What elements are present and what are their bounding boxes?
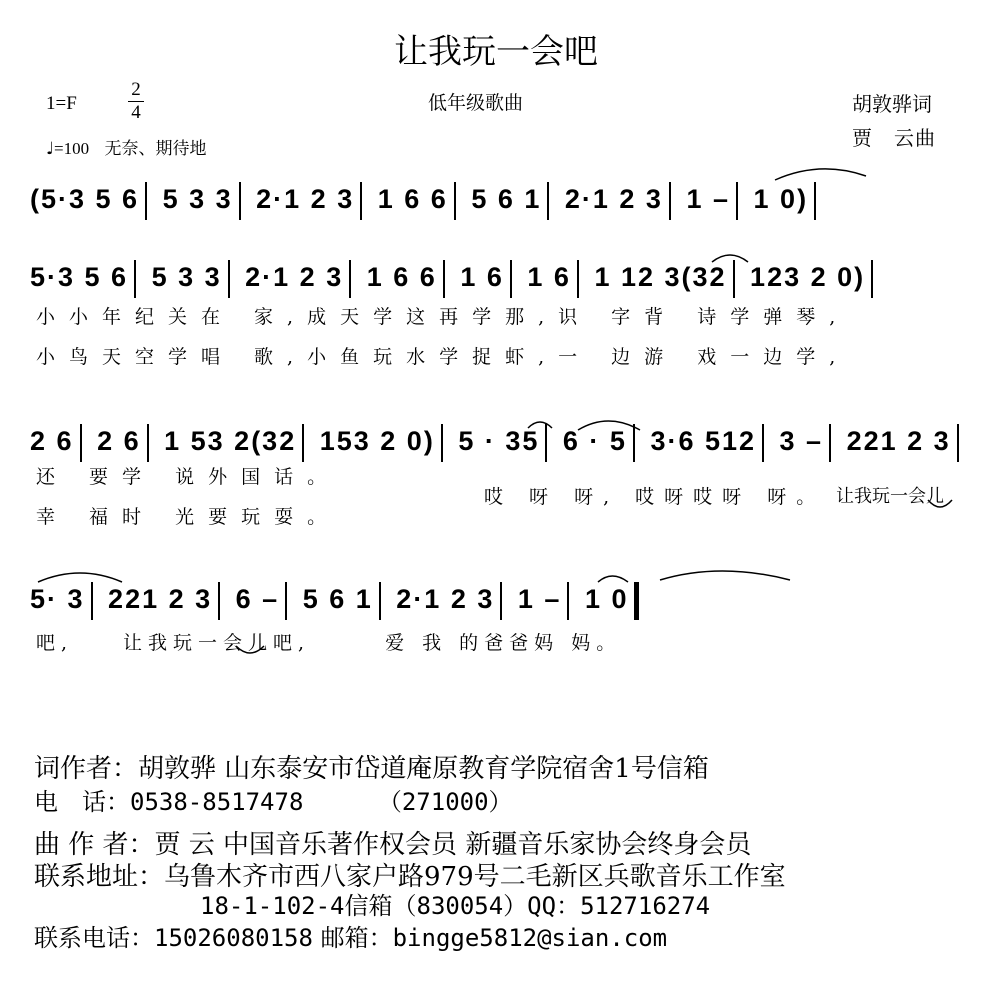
footer-address-2: 18-1-102-4信箱（830054）QQ：512716274 xyxy=(200,892,711,920)
footer-composer-label: 曲 作 者： xyxy=(34,830,155,860)
time-signature-bottom: 4 xyxy=(131,102,141,123)
footer-phone-label: 联系电话： xyxy=(34,924,154,952)
song-subtitle: 低年级歌曲 xyxy=(428,92,524,114)
footer-email: bingge5812@sian.com xyxy=(392,924,668,952)
tempo-expression: 无奈、期待地 xyxy=(104,139,207,159)
lyricist-credit: 胡敦骅词 xyxy=(852,92,932,116)
measure: 5·3 5 6 xyxy=(30,262,129,292)
measure: 1 – xyxy=(517,584,562,614)
measure: 6 – xyxy=(235,584,280,614)
composer-credit: 贾 云曲 xyxy=(852,126,936,150)
measure: 221 2 3 xyxy=(846,426,951,456)
measure: 2·1 2 3 xyxy=(245,262,344,292)
footer-phone xyxy=(34,918,667,953)
tempo-value: =100 xyxy=(54,139,90,158)
measure: 1 0) xyxy=(753,184,809,214)
measure: 5 6 1 xyxy=(302,584,373,614)
footer-lyricist xyxy=(34,748,709,785)
measure: 1 0 xyxy=(584,584,629,614)
time-signature-top: 2 xyxy=(131,79,141,100)
measure: 2·1 2 3 xyxy=(256,184,355,214)
footer-phone-number: 15026080158 xyxy=(154,924,313,952)
footer-lyricist-phone-label: 电 话： xyxy=(34,788,130,816)
measure: 123 2 0) xyxy=(750,262,866,292)
footer-composer-info: 贾 云 中国音乐著作权会员 新疆音乐家协会终身会员 xyxy=(154,830,752,860)
measure: 2·1 2 3 xyxy=(564,184,663,214)
measure: 1 6 6 xyxy=(366,262,437,292)
measure: 5 6 1 xyxy=(471,184,542,214)
measure: 221 2 3 xyxy=(108,584,213,614)
footer-email-label: 邮箱： xyxy=(320,924,393,952)
quarter-note-icon: ♩ xyxy=(46,139,55,159)
measure: 6 · 5 xyxy=(562,426,627,456)
measure: (5·3 5 6 xyxy=(30,184,140,214)
measure: 5 · 35 xyxy=(458,426,540,456)
footer-lyricist-phone-number: 0538-8517478 xyxy=(130,788,304,816)
lyric-refrain-line3: 哎 呀 呀, 哎呀哎呀 呀。 xyxy=(484,486,826,508)
lyric-verse2-line3: 幸 福时 光要玩耍。 xyxy=(36,506,341,528)
footer-lyricist-phone xyxy=(34,782,513,817)
footer-lyricist-label: 词作者： xyxy=(34,754,139,784)
measure: 5· 3 xyxy=(30,584,85,614)
lyric-verse1-line2: 小小年纪关在 家,成天学这再学那,识 字背 诗学弹琴, xyxy=(36,306,850,328)
lyric-verse2-line2: 小鸟天空学唱 歌,小鱼玩水学捉虾,一 边游 戏一边学, xyxy=(36,346,850,368)
measure: 1 53 2(32 xyxy=(164,426,297,456)
measure: 1 6 xyxy=(527,262,571,292)
measure: 3·6 512 xyxy=(650,426,757,456)
lyric-verse1-line3: 还 要学 说外国话。 xyxy=(36,466,341,488)
measure: 1 6 6 xyxy=(377,184,448,214)
lyric-refrain-line3-end: 让我玩一会儿 xyxy=(836,486,944,507)
lyric-line4: 吧, 让我玩一会儿吧, 爱 我 的爸爸妈 妈。 xyxy=(36,632,622,654)
footer-address-text: 乌鲁木齐市西八家户路979号二毛新区兵歌音乐工作室 xyxy=(164,862,786,892)
footer-lyricist-info: 胡敦骅 山东泰安市岱道庵原教育学院宿舍1号信箱 xyxy=(138,754,709,784)
measure: 5 3 3 xyxy=(162,184,233,214)
measure: 3 – xyxy=(779,426,824,456)
measure: 2 6 xyxy=(30,426,74,456)
measure: 1 – xyxy=(686,184,731,214)
measure: 2 6 xyxy=(97,426,141,456)
key-signature: 1=F xyxy=(46,93,77,114)
footer-address-label: 联系地址： xyxy=(34,862,165,892)
measure: 1 6 xyxy=(460,262,504,292)
footer-lyricist-zip: （271000） xyxy=(377,788,513,816)
measure: 5 3 3 xyxy=(151,262,222,292)
measure: 1 12 3(32 xyxy=(594,262,727,292)
song-title: 让我玩一会吧 xyxy=(394,32,598,72)
measure: 153 2 0) xyxy=(319,426,435,456)
measure: 2·1 2 3 xyxy=(396,584,495,614)
